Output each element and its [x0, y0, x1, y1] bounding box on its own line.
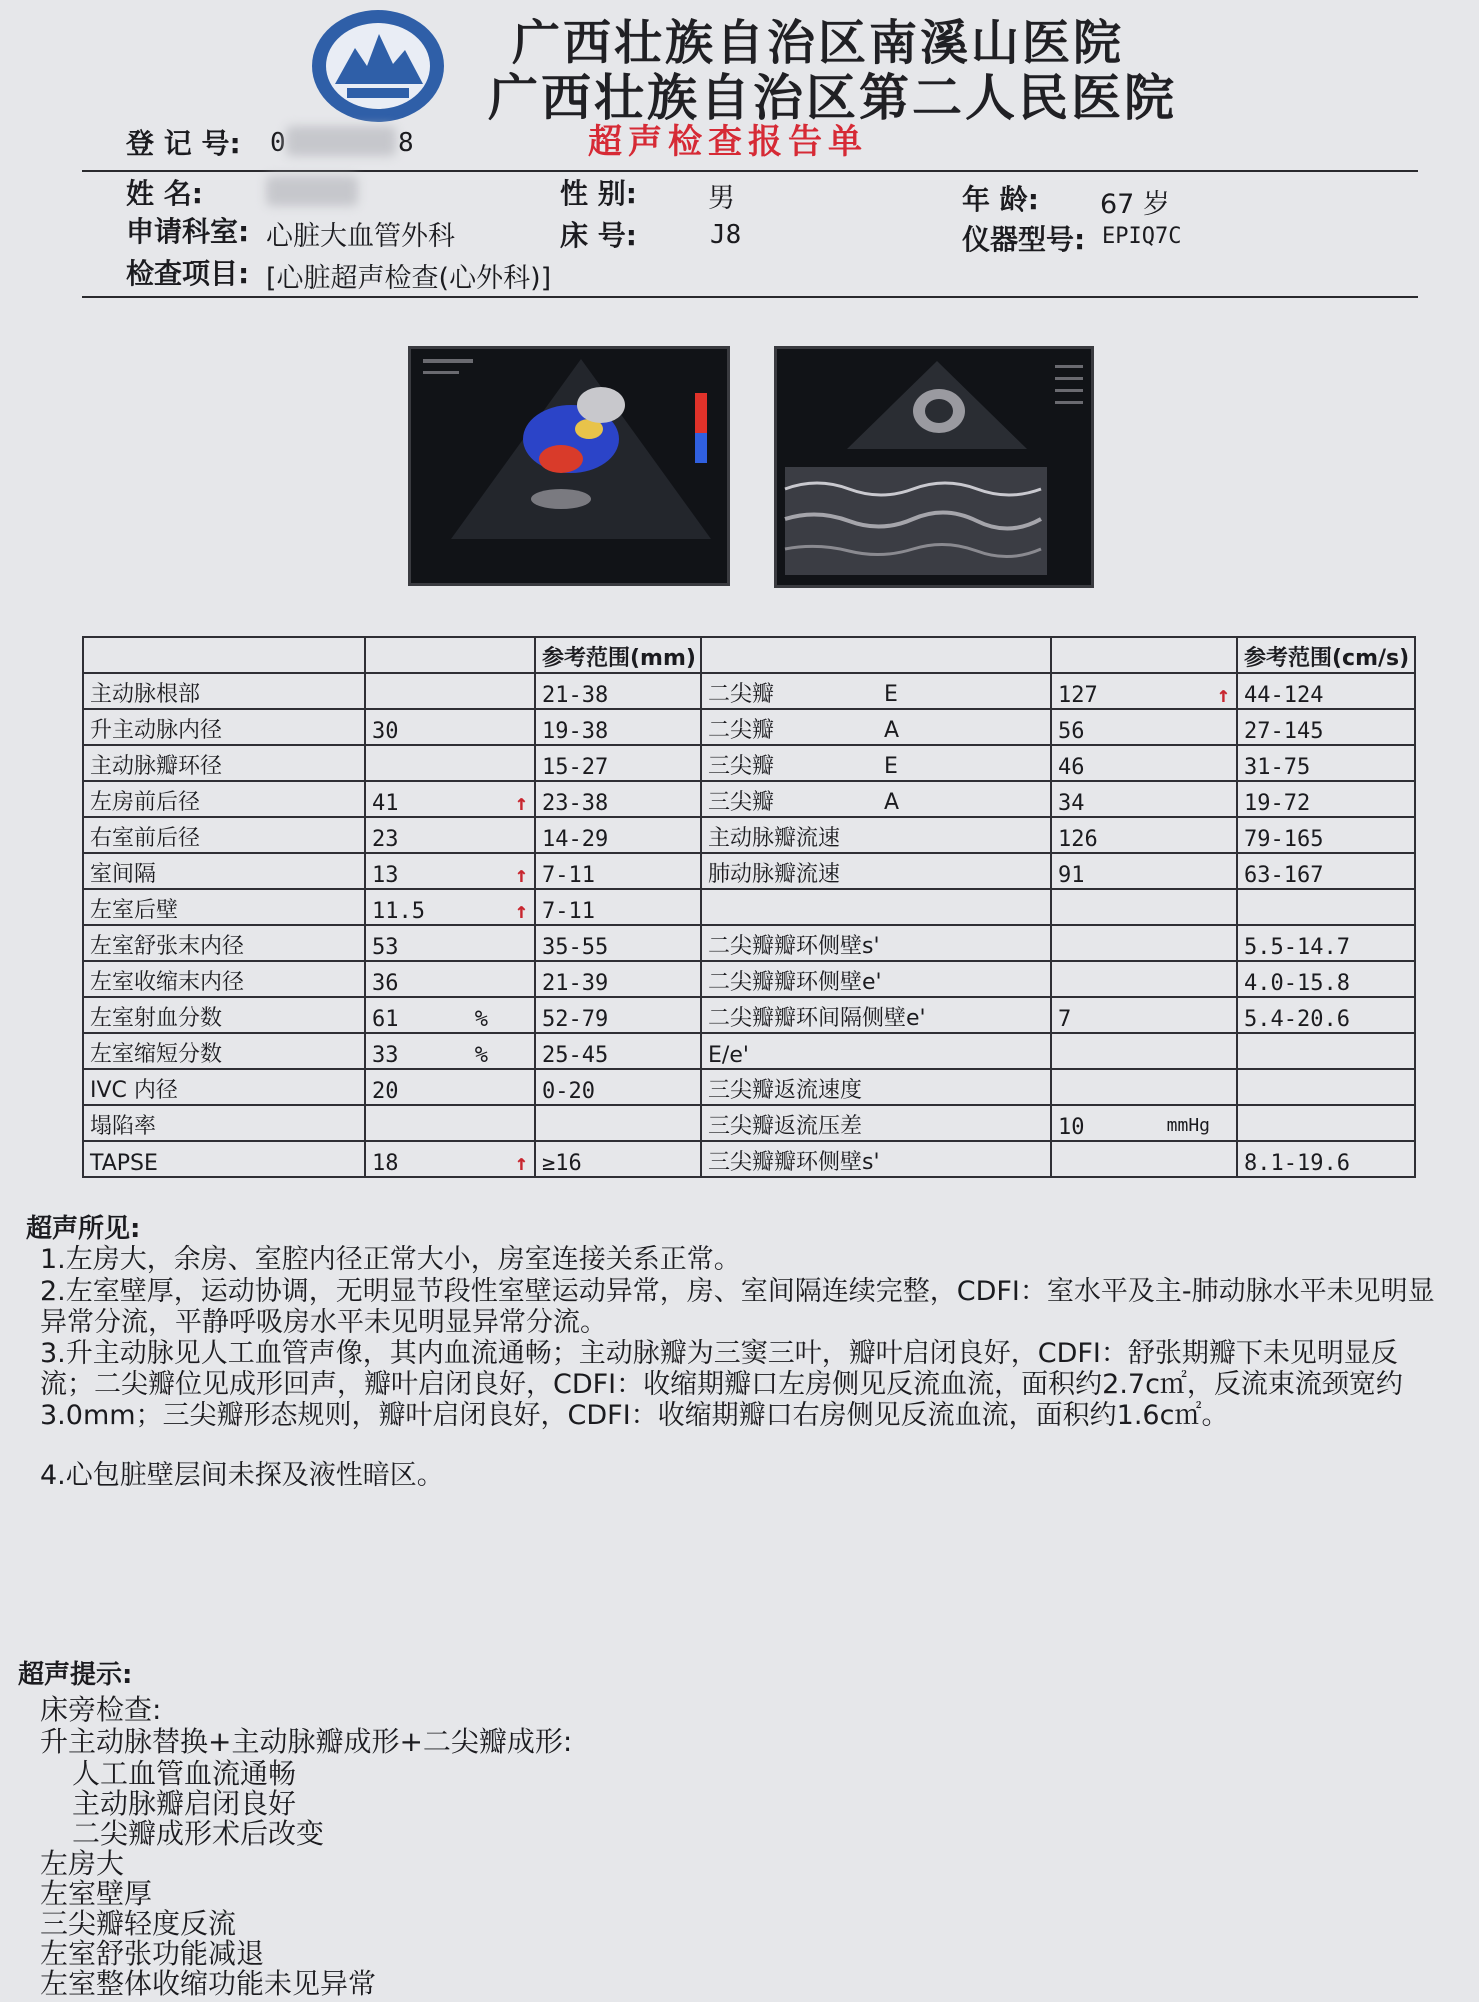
hospital-logo: [307, 4, 449, 126]
table-row: [83, 745, 1415, 781]
left-ref-range: 19-38: [535, 709, 701, 745]
left-measure-value: 33 %: [365, 1033, 535, 1069]
right-ref-range: 27-145: [1237, 709, 1415, 745]
left-measure-value: 53: [365, 925, 535, 961]
right-measure-value: [1051, 1069, 1237, 1105]
reg-label: 登 记 号:: [126, 127, 241, 160]
right-measure-name: 二尖瓣 E: [701, 673, 1051, 709]
right-measure-name: E/e': [701, 1033, 1051, 1069]
left-ref-range: 21-38: [535, 673, 701, 709]
right-measure-value: 7: [1051, 997, 1237, 1033]
left-measure-value: 36: [365, 961, 535, 997]
right-measure-unit: mmHg: [1166, 1115, 1210, 1136]
right-ref-range: 31-75: [1237, 745, 1415, 781]
left-measure-value: 41 ↑: [365, 781, 535, 817]
impression-line: 升主动脉替换+主动脉瓣成形+二尖瓣成形:: [40, 1725, 573, 1758]
left-measure-name: 左室舒张末内径: [83, 925, 365, 961]
age-value: 67 岁: [1100, 189, 1170, 220]
name-label: 姓 名:: [126, 177, 203, 210]
right-measure-value: 91: [1051, 853, 1237, 889]
left-measure-unit: %: [474, 1007, 488, 1032]
bed-value: J8: [710, 220, 742, 250]
exam-label: 检查项目:: [126, 257, 250, 290]
left-measure-name: 室间隔: [83, 853, 365, 889]
left-measure-value: [365, 1105, 535, 1141]
right-ref-range: 44-124: [1237, 673, 1415, 709]
impression-line: 左房大: [40, 1847, 125, 1880]
right-measure-name: 主动脉瓣流速: [701, 817, 1051, 853]
right-ref-range: 8.1-19.6: [1237, 1141, 1415, 1177]
left-measure-name: 右室前后径: [83, 817, 365, 853]
table-row: [83, 997, 1415, 1033]
dept-value: 心脏大血管外科: [266, 221, 455, 252]
right-measure-value: 126: [1051, 817, 1237, 853]
measurement-table-body: [83, 637, 1415, 1177]
right-measure-name: 二尖瓣瓣环侧壁e': [701, 961, 1051, 997]
sex-value: 男: [708, 183, 735, 214]
left-measure-value: [365, 745, 535, 781]
left-ref-range: [535, 1105, 701, 1141]
right-measure-value: [1051, 889, 1237, 925]
left-measure-name: 左室射血分数: [83, 997, 365, 1033]
table-row: [83, 853, 1415, 889]
impression-line: 左室整体收缩功能未见异常: [40, 1967, 377, 2000]
right-measure-value: [1051, 925, 1237, 961]
table-row: [83, 1141, 1415, 1177]
right-ref-range: [1237, 889, 1415, 925]
table-row: [83, 781, 1415, 817]
right-ref-range: 79-165: [1237, 817, 1415, 853]
left-ref-range: 14-29: [535, 817, 701, 853]
right-measure-value: 46: [1051, 745, 1237, 781]
ref-range-mm-header: 参考范围(mm): [535, 637, 701, 673]
left-measure-name: 升主动脉内径: [83, 709, 365, 745]
right-measure-value: [1051, 1033, 1237, 1069]
header-divider-top: [82, 170, 1418, 172]
table-row: [83, 1069, 1415, 1105]
impression-line: 三尖瓣轻度反流: [40, 1907, 237, 1940]
left-measure-value: 20: [365, 1069, 535, 1105]
left-measure-name: 主动脉根部: [83, 673, 365, 709]
left-measure-value: 11.5 ↑: [365, 889, 535, 925]
left-measure-value: 61 %: [365, 997, 535, 1033]
right-measure-name: 三尖瓣瓣环侧壁s': [701, 1141, 1051, 1177]
left-ref-range: 25-45: [535, 1033, 701, 1069]
right-ref-range: 63-167: [1237, 853, 1415, 889]
left-ref-range: 7-11: [535, 853, 701, 889]
left-ref-range: 21-39: [535, 961, 701, 997]
finding-3: 3.升主动脉见人工血管声像，其内血流通畅；主动脉瓣为三窦三叶，瓣叶启闭良好，CDFI：舒张期瓣下未见明显反流；二尖瓣位见成形回声，瓣叶启闭良好，CDFI：收缩期瓣口左房侧见反流血流，面积约2.7c㎡，反流束流颈宽约3.0mm；三尖瓣形态规则，瓣叶启闭良好，CDFI：收缩期瓣口右房侧见反流血流，面积约1.6c㎡。: [40, 1338, 1403, 1431]
left-ref-range: 23-38: [535, 781, 701, 817]
right-measure-name: 三尖瓣返流压差: [701, 1105, 1051, 1141]
left-measure-name: 主动脉瓣环径: [83, 745, 365, 781]
hospital-name-primary: 广西壮族自治区南溪山医院: [512, 15, 1125, 71]
left-ref-range: 7-11: [535, 889, 701, 925]
left-measure-value: [365, 673, 535, 709]
left-measure-value: 23: [365, 817, 535, 853]
right-ref-range: 19-72: [1237, 781, 1415, 817]
left-measure-value: 13 ↑: [365, 853, 535, 889]
right-ref-range: [1237, 1105, 1415, 1141]
left-measure-name: 左室后壁: [83, 889, 365, 925]
right-ref-range: 5.4-20.6: [1237, 997, 1415, 1033]
table-row: [83, 817, 1415, 853]
left-measure-value: 18 ↑: [365, 1141, 535, 1177]
right-measure-name: 二尖瓣 A: [701, 709, 1051, 745]
device-value: EPIQ7C: [1102, 224, 1182, 249]
abnormal-up-arrow-icon: ↑: [514, 863, 528, 888]
dept-label: 申请科室:: [126, 215, 250, 248]
table-header-row: [83, 637, 1415, 673]
table-row: [83, 925, 1415, 961]
right-measure-name: 三尖瓣 E: [701, 745, 1051, 781]
reg-suffix: 8: [398, 128, 414, 158]
right-measure-value: 127 ↑: [1051, 673, 1237, 709]
table-row: [83, 1105, 1415, 1141]
right-measure-sub: A: [884, 718, 900, 743]
impression-line: 床旁检查:: [40, 1693, 162, 1726]
impression-line: 左室舒张功能减退: [40, 1937, 265, 1970]
reg-redaction: [286, 126, 396, 156]
left-measure-name: 塌陷率: [83, 1105, 365, 1141]
finding-1: 1.左房大，余房、室腔内径正常大小，房室连接关系正常。: [40, 1244, 741, 1275]
measurement-table: [82, 636, 1416, 1178]
right-measure-sub: E: [884, 682, 898, 707]
right-measure-name: [701, 889, 1051, 925]
left-measure-name: 左室收缩末内径: [83, 961, 365, 997]
table-row: [83, 709, 1415, 745]
left-ref-range: ≥16: [535, 1141, 701, 1177]
right-ref-range: 5.5-14.7: [1237, 925, 1415, 961]
impression-line: 主动脉瓣启闭良好: [72, 1787, 297, 1820]
table-row: [83, 889, 1415, 925]
right-measure-sub: E: [884, 754, 898, 779]
right-measure-value: 34: [1051, 781, 1237, 817]
finding-2: 2.左室壁厚，运动协调，无明显节段性室壁运动异常，房、室间隔连续完整，CDFI：室水平及主-肺动脉水平未见明显异常分流，平静呼吸房水平未见明显异常分流。: [40, 1276, 1435, 1338]
right-measure-name: 二尖瓣瓣环间隔侧壁e': [701, 997, 1051, 1033]
finding-4: 4.心包脏壁层间未探及液性暗区。: [40, 1460, 444, 1491]
left-ref-range: 52-79: [535, 997, 701, 1033]
abnormal-up-arrow-icon: ↑: [1216, 683, 1230, 708]
left-measure-unit: %: [474, 1043, 488, 1068]
right-measure-value: 56: [1051, 709, 1237, 745]
name-redaction: [266, 176, 358, 206]
abnormal-up-arrow-icon: ↑: [514, 899, 528, 924]
findings-title: 超声所见:: [26, 1214, 141, 1244]
left-measure-name: 左房前后径: [83, 781, 365, 817]
left-measure-name: TAPSE: [83, 1141, 365, 1177]
hospital-name-secondary: 广西壮族自治区第二人民医院: [488, 68, 1177, 127]
reg-prefix: 0: [270, 128, 286, 158]
impression-line: 左室壁厚: [40, 1877, 153, 1910]
left-ref-range: 0-20: [535, 1069, 701, 1105]
abnormal-up-arrow-icon: ↑: [514, 1151, 528, 1176]
right-ref-range: [1237, 1069, 1415, 1105]
impression-line: 人工血管血流通畅: [72, 1757, 297, 1790]
sex-label: 性 别:: [560, 177, 637, 210]
left-ref-range: 15-27: [535, 745, 701, 781]
right-ref-range: [1237, 1033, 1415, 1069]
ultrasound-image-doppler: [408, 346, 730, 586]
table-row: [83, 961, 1415, 997]
left-ref-range: 35-55: [535, 925, 701, 961]
report-title: 超声检查报告单: [588, 122, 868, 162]
right-measure-name: 二尖瓣瓣环侧壁s': [701, 925, 1051, 961]
right-measure-value: [1051, 1141, 1237, 1177]
right-measure-sub: A: [884, 790, 900, 815]
right-measure-value: 10 mmHg: [1051, 1105, 1237, 1141]
left-measure-value: 30: [365, 709, 535, 745]
right-measure-name: 三尖瓣返流速度: [701, 1069, 1051, 1105]
exam-value: [心脏超声检查(心外科)]: [266, 263, 552, 294]
age-label: 年 龄:: [962, 183, 1039, 216]
abnormal-up-arrow-icon: ↑: [514, 791, 528, 816]
table-row: [83, 1033, 1415, 1069]
impression-title: 超声提示:: [18, 1660, 133, 1690]
impression-line: 二尖瓣成形术后改变: [72, 1817, 325, 1850]
bed-label: 床 号:: [560, 219, 637, 252]
left-measure-name: IVC 内径: [83, 1069, 365, 1105]
table-row: [83, 673, 1415, 709]
header-divider-bottom: [82, 296, 1418, 298]
device-label: 仪器型号:: [962, 223, 1086, 256]
ref-range-cms-header: 参考范围(cm/s): [1237, 637, 1415, 673]
right-measure-value: [1051, 961, 1237, 997]
right-measure-name: 三尖瓣 A: [701, 781, 1051, 817]
ultrasound-image-mmode: [774, 346, 1094, 588]
right-measure-name: 肺动脉瓣流速: [701, 853, 1051, 889]
right-ref-range: 4.0-15.8: [1237, 961, 1415, 997]
left-measure-name: 左室缩短分数: [83, 1033, 365, 1069]
